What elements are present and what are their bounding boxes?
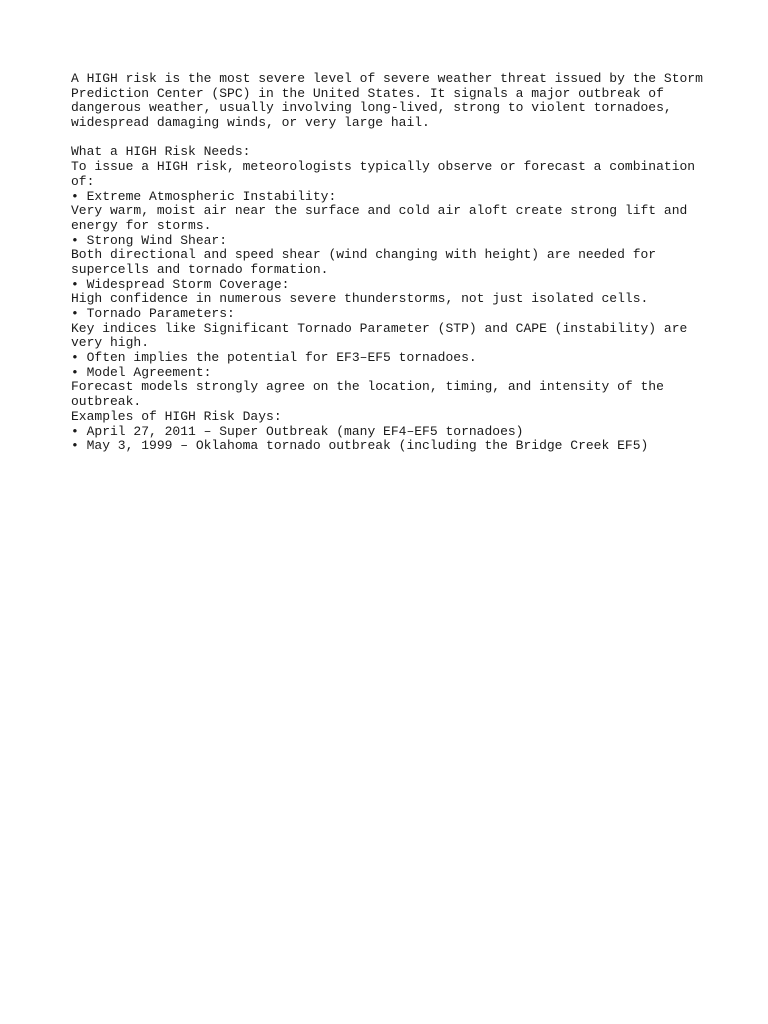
intro-line: dangerous weather, usually involving long-lived, strong to violent tornadoes, (71, 100, 672, 116)
intro-line: Prediction Center (SPC) in the United States. It signals a major outbreak of (71, 85, 664, 101)
need-item-desc: Forecast models strongly agree on the location, timing, and intensity of the (71, 379, 664, 395)
need-item-desc: High confidence in numerous severe thunderstorms, not just isolated cells. (71, 291, 649, 307)
need-item-instability (71, 190, 701, 234)
example-item: • May 3, 1999 – Oklahoma tornado outbreak (including the Bridge Creek EF5) (71, 438, 649, 454)
need-item-desc: Both directional and speed shear (wind changing with height) are needed for (71, 247, 657, 263)
examples-section (71, 410, 701, 454)
need-item-title: • Widespread Storm Coverage: (71, 276, 290, 292)
need-item-desc: energy for storms. (71, 217, 212, 233)
need-item-storm-coverage (71, 278, 701, 307)
need-item-wind-shear (71, 234, 701, 278)
needs-heading: What a HIGH Risk Needs: (71, 144, 251, 160)
need-item-desc: outbreak. (71, 394, 142, 410)
need-item-title: • Strong Wind Shear: (71, 232, 228, 248)
need-item-model-agreement (71, 366, 701, 410)
example-item: • April 27, 2011 – Super Outbreak (many EF4–EF5 tornadoes) (71, 423, 524, 439)
intro-line: A HIGH risk is the most severe level of severe weather threat issued by the Storm (71, 71, 703, 86)
examples-heading: Examples of HIGH Risk Days: (71, 408, 282, 424)
need-item-tornado-parameters (71, 307, 701, 351)
need-item-desc: Very warm, moist air near the surface and cold air aloft create strong lift and (71, 203, 688, 219)
need-item-title: • Tornado Parameters: (71, 306, 235, 321)
needs-lead-line: of: (71, 173, 95, 189)
intro-line: widespread damaging winds, or very large hail. (71, 115, 430, 131)
need-item-desc: Key indices like Significant Tornado Parameter (STP) and CAPE (instability) are (71, 320, 688, 336)
need-item-title: • Extreme Atmospheric Instability: (71, 188, 337, 204)
need-item-desc: very high. (71, 335, 150, 351)
intro-paragraph (71, 72, 701, 131)
need-item-title: • Often implies the potential for EF3–EF5 tornadoes. (71, 350, 477, 366)
document-body (71, 72, 701, 454)
paragraph-spacer (71, 131, 701, 146)
needs-section (71, 145, 701, 409)
need-item-title: • Model Agreement: (71, 364, 212, 380)
need-item-desc: supercells and tornado formation. (71, 261, 329, 277)
needs-lead-line: To issue a HIGH risk, meteorologists typically observe or forecast a combination (71, 159, 696, 175)
need-item-ef-potential (71, 351, 701, 366)
